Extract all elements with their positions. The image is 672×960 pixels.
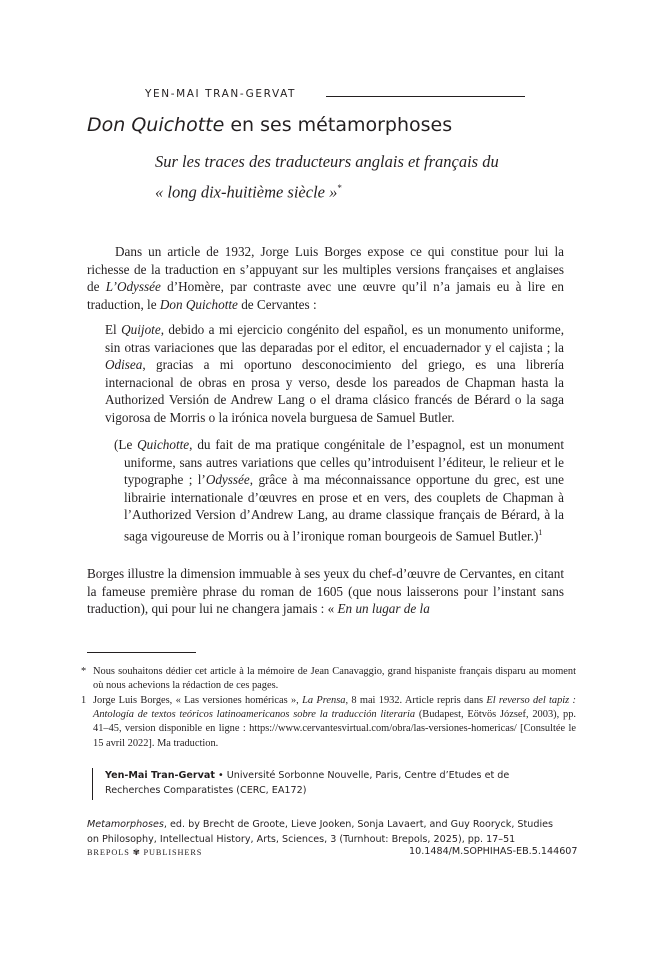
text-run: (Budapest, Eötvös József, 2003), pp. 41–45, version disponible en ligne : https://www.cervantesvirtual.com/obra/las-versiones-homericas/ [Consultée le 15 avril 2022]. Ma traduction.	[93, 709, 576, 749]
footnote-rule	[87, 652, 196, 653]
text-run: , 8 mai 1932. Article repris dans	[345, 695, 487, 706]
text-run-italic: Odisea	[105, 357, 143, 373]
author-affiliation	[105, 769, 564, 798]
text-run-italic: La Prensa	[302, 695, 346, 706]
subtitle-line-2	[155, 175, 499, 206]
text-run-italic: L’Odyssée	[105, 279, 161, 295]
source-book-title: Metamorphoses	[87, 819, 164, 830]
footnote-ref-1[interactable]: 1	[538, 527, 543, 537]
paragraph-borges	[87, 565, 564, 618]
text-run-italic: El reverso del tapiz : Antología de textos teóricos latinoamericanos sobre la traducción literaria	[93, 695, 577, 721]
text-run-italic: Odyssée	[205, 472, 250, 488]
publisher-logo: BREPOLS ✾ PUBLISHERS	[87, 848, 203, 857]
text-run: Dans un article de 1932, Jorge Luis Borges expose ce qui constitue pour lui la richesse de la traduction en s’appuyant sur les multiples versions françaises et anglaises de	[87, 244, 564, 295]
source-citation	[87, 818, 567, 847]
text-run: , du fait de ma pratique congénitale de l’espagnol, est un monument uniforme, sans autres variations que celles qu’introduisent l’éditeur, le relieur et le typographe ; l’	[124, 437, 564, 488]
text-run: Borges illustre la dimension immuable à ses yeux du chef-d’œuvre de Cervantes, en citant la fameuse première phrase du roman de 1605 (que nous laisserons pour l’instant sans traduction), qui pour lui ne changera jamais : «	[87, 566, 564, 617]
affiliation-separator: •	[214, 770, 227, 781]
footnote-1	[81, 694, 576, 751]
subtitle-line-2-text: « long dix-huitième siècle »	[155, 182, 338, 202]
subtitle-note-mark: *	[337, 183, 342, 193]
text-run-italic: Quichotte	[137, 437, 190, 452]
text-run-italic: En un lugar de la	[337, 601, 430, 617]
quote-spanish	[105, 321, 564, 427]
running-header-author: YEN-MAI TRAN-GERVAT	[145, 88, 297, 100]
affiliation-text: Université Sorbonne Nouvelle, Paris, Centre d’Etudes et de Recherches Comparatistes (CERC, EA172)	[105, 770, 510, 796]
text-run: (Le	[114, 437, 138, 452]
text-run: Jorge Luis Borges, « Las versiones homéricas »,	[93, 695, 303, 706]
quote-french-translation	[114, 436, 565, 545]
text-run: , grâce à ma méconnaissance opportune du grec, est une librairie internationale d’œuvres en prose et en vers, des couplets de Chapman à l’Authorized Version d’Andrew Lang, au drame classique français de Bérard, à la saga vigoureuse de Morris ou à l’ironique roman bourgeois de Samuel Butler.)	[124, 472, 565, 544]
text-run: El	[105, 322, 122, 337]
affiliation-bar	[92, 768, 93, 800]
text-run: d’Homère, par contraste avec une œuvre qu’il n’a jamais eu à lire en traduction, le	[87, 279, 564, 312]
paragraph-intro	[87, 243, 564, 313]
affiliation-name: Yen-Mai Tran-Gervat	[105, 770, 215, 781]
subtitle-line-1: Sur les traces des traducteurs anglais et français du	[155, 152, 499, 171]
footnote-text: Nous souhaitons dédier cet article à la mémoire de Jean Canavaggio, grand hispaniste français disparu au moment où nous achevions la rédaction de ces pages.	[93, 666, 576, 692]
title-rest: en ses métamorphoses	[224, 114, 453, 136]
text-run: de Cervantes :	[237, 296, 317, 312]
source-details: , ed. by Brecht de Groote, Lieve Jooken, Sonja Lavaert, and Guy Rooryck, Studies on Philosophy, Intellectual History, Arts, Sciences, 3 (Turnhout: Brepols, 2025), pp. 17–51	[87, 819, 554, 845]
footnote-mark: 1	[81, 695, 87, 706]
footnote-star	[81, 665, 576, 693]
text-run: , debido a mi ejercicio congénito del español, es un monumento uniforme, sin otras variaciones que las deparadas por el editor, el encuadernador y el cajista ; la	[105, 322, 564, 355]
title-italic: Don Quichotte	[87, 114, 225, 136]
header-rule	[326, 96, 525, 97]
text-run-italic: Don Quichotte	[159, 296, 238, 312]
doi-link[interactable]: 10.1484/M.SOPHIHAS-EB.5.144607	[409, 846, 578, 857]
article-title	[87, 114, 452, 136]
text-run: , gracias a mi oportuno desconocimiento del griego, es una librería internacional de obras en prosa y verso, desde los pareados de Chapman hasta la Authorized Versión de Andrew Lang o el drama clásico francés de Bérard o la saga vigorosa de Morris o la irónica novela burguesa de Samuel Butler.	[105, 357, 564, 425]
text-run-italic: Quijote	[121, 322, 161, 337]
footnote-mark: *	[81, 666, 87, 677]
article-subtitle	[155, 149, 499, 206]
